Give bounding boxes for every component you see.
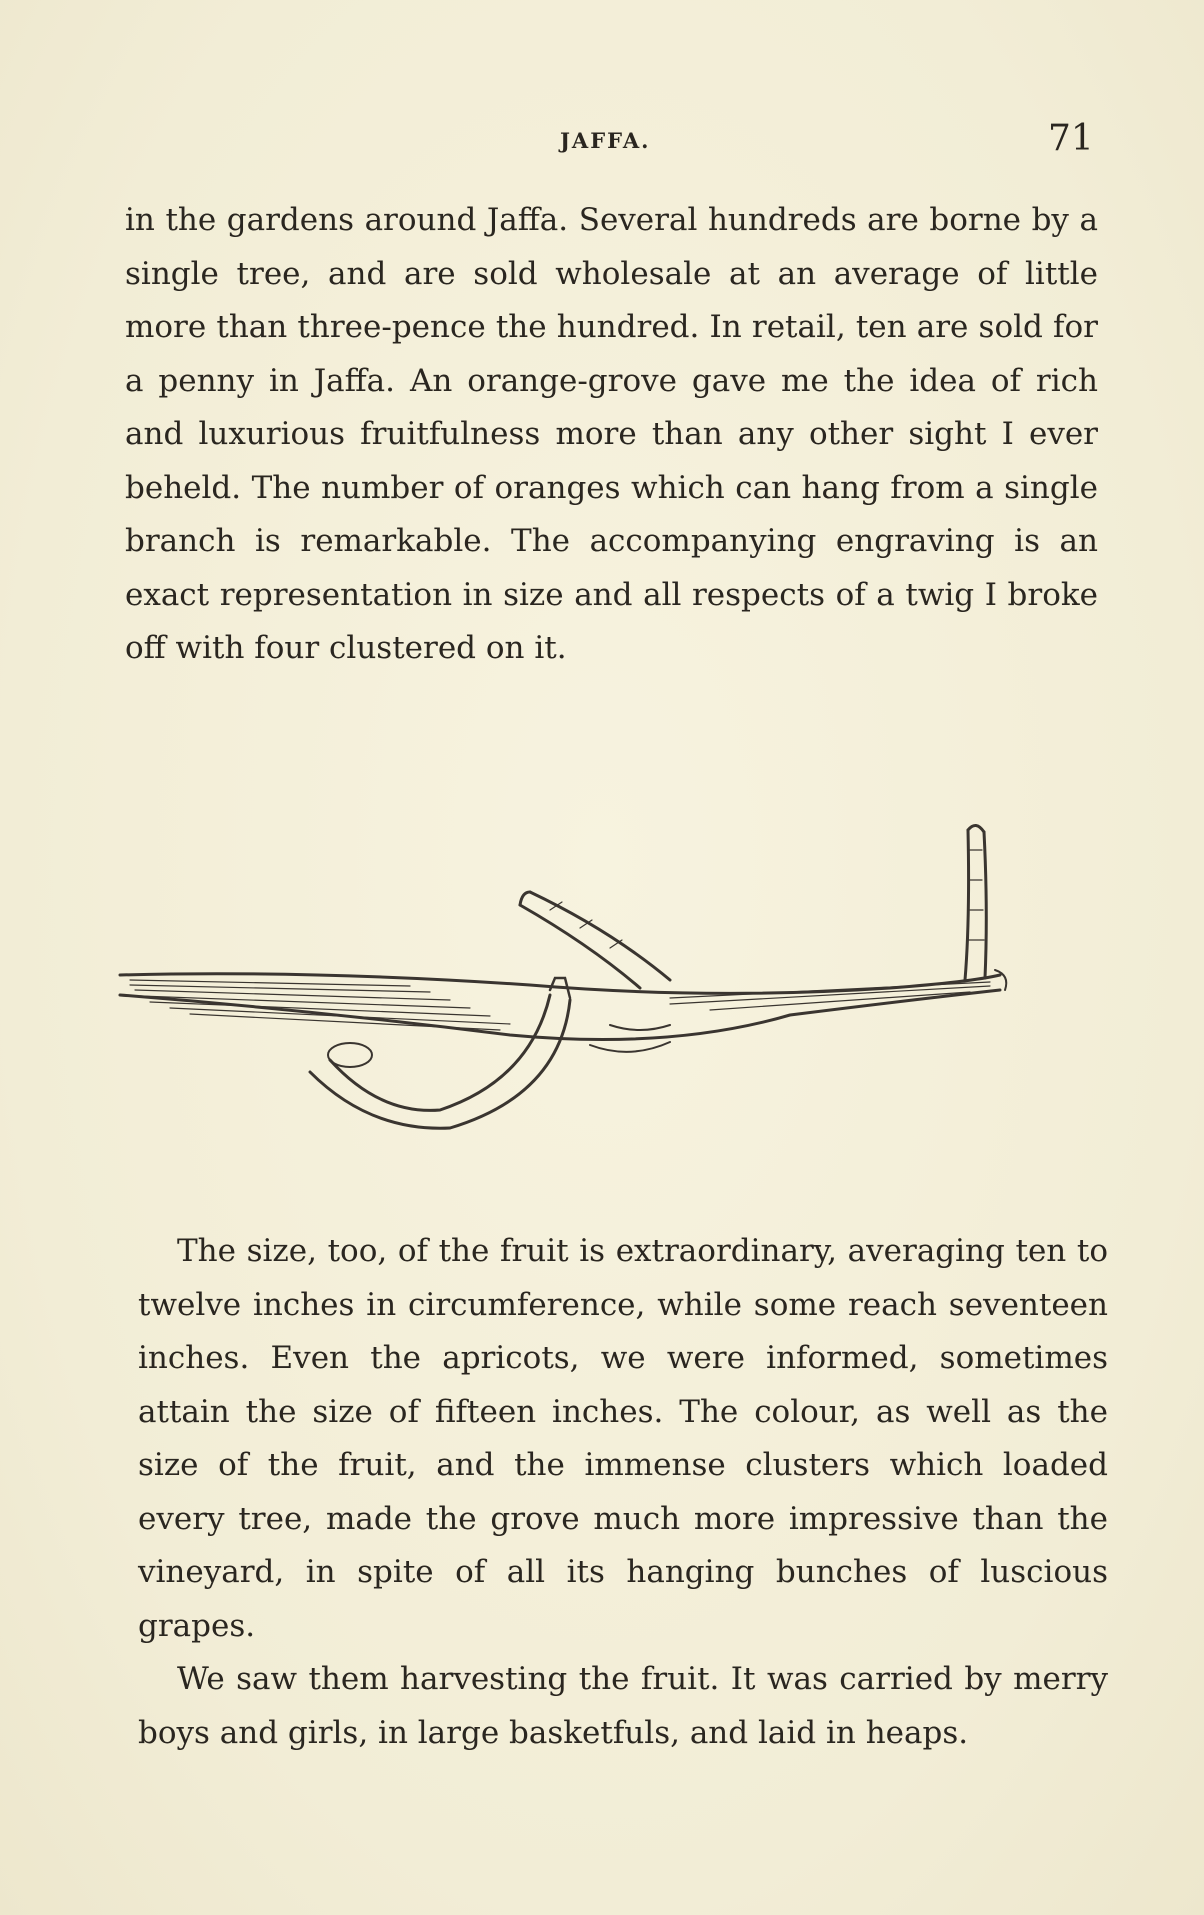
running-title: JAFFA.: [560, 128, 651, 153]
paragraph: in the gardens around Jaffa. Several hundreds are borne by a single tree, and are sold wholesale at an average of little more than three-pence the hundred. In retail, ten are sold for a penny in Jaffa. An orange-grove gave me the idea of rich and luxurious fruitfulness more than any other sight I ever beheld. The number of oranges which can hang from a single branch is remarkable. The accompanying engraving is an exact representation in size and all respects of a twig I broke off with four clustered on it.: [125, 202, 1098, 666]
paragraph: We saw them harvesting the fruit. It was carried by merry boys and girls, in large basketfuls, and laid in heaps.: [138, 1661, 1108, 1751]
top-text-block: [125, 194, 1098, 676]
orange-twig-engraving-icon: [110, 810, 1110, 1150]
paragraph: The size, too, of the fruit is extraordinary, averaging ten to twelve inches in circumference, while some reach seventeen inches. Even the apricots, we were informed, sometimes attain the size of fifteen inches. The colour, as well as the size of the fruit, and the immense clusters which loaded every tree, made the grove much more impressive than the vineyard, in spite of all its hanging bunches of luscious grapes.: [138, 1233, 1108, 1644]
page-number: 71: [1048, 118, 1094, 159]
bottom-text-block: [138, 1225, 1108, 1760]
